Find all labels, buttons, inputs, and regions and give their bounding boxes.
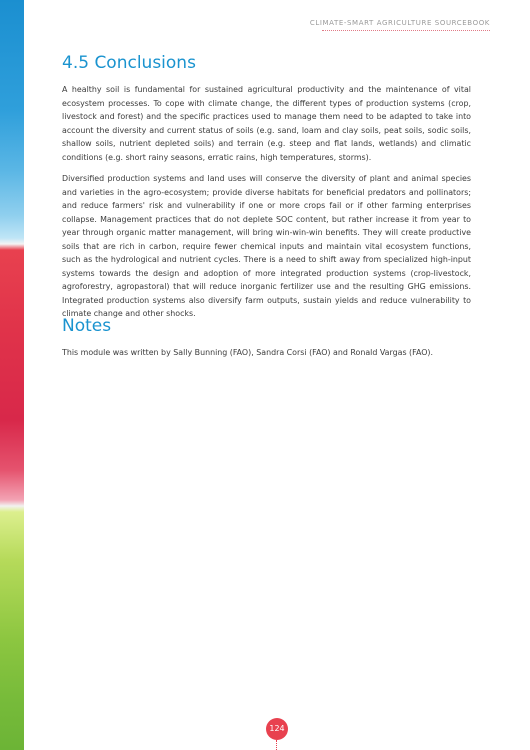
page-number-badge: 124 <box>266 718 288 740</box>
header-dotted-rule <box>322 30 490 31</box>
page-number-dotted-line <box>276 740 277 750</box>
notes-title: Notes <box>62 316 112 336</box>
section-title: 4.5 Conclusions <box>62 53 196 73</box>
notes-text: This module was written by Sally Bunning (FAO), Sandra Corsi (FAO) and Ronald Vargas (FAO). <box>62 348 434 357</box>
body-paragraph: Diversified production systems and land uses will conserve the diversity of plant and animal species and varieties in the agro-ecosystem; provide diverse habitats for beneficial predators and pollinators; and reduce farmers' risk and vulnerability if one or more crops fail or if other farming enterprises collapse. Management practices that do not deplete SOC content, but rather increase it from year to year through organic matter management, will bring win-win-win benefits. They will create productive soils that are rich in carbon, require fewer chemical inputs and maintain vital ecosystem functions, such as the hydrological and nutrient cycles. There is a need to shift away from specialized high-input systems towards the design and adoption of more integrated production systems (crop-livestock, agroforestry, agropastoral) that will reduce inorganic fertilizer use and the resulting GHG emissions. Integrated production systems also diversify farm outputs, sustain yields and reduce vulnerability to climate change and other shocks. <box>62 174 471 318</box>
decorative-color-band <box>0 0 24 750</box>
body-paragraph: A healthy soil is fundamental for sustained agricultural productivity and the maintenance of vital ecosystem processes. To cope with climate change, the different types of production systems (crop, livestock and forest) and the specific practices used to manage them need to be adapted to take into account the diversity and current status of soils (e.g. sand, loam and clay soils, peat soils, sodic soils, shallow soils, nutrient depleted soils) and terrain (e.g. steep and flat lands, wetlands) and climatic conditions (e.g. short rainy seasons, erratic rains, high temperatures, storms). <box>62 85 471 162</box>
running-header: CLIMATE-SMART AGRICULTURE SOURCEBOOK <box>309 19 490 27</box>
